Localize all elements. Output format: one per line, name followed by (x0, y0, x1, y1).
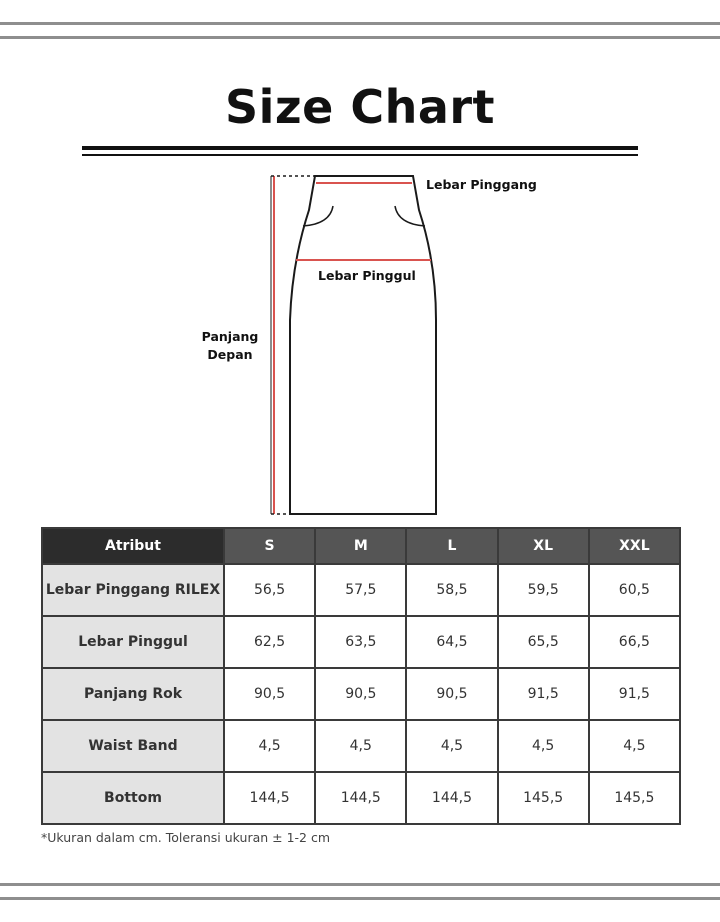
table-cell: 145,5 (589, 772, 680, 824)
label-length-line2: Depan (207, 347, 253, 362)
table-cell: 144,5 (315, 772, 406, 824)
table-header-row (42, 528, 680, 564)
table-cell: 90,5 (406, 668, 497, 720)
header-size: XXL (589, 528, 680, 564)
table-cell: 4,5 (224, 720, 315, 772)
table-cell: 57,5 (315, 564, 406, 616)
table-cell: 60,5 (589, 564, 680, 616)
bottom-border-line-1 (0, 883, 720, 886)
bottom-border-line-2 (0, 897, 720, 900)
header-size: S (224, 528, 315, 564)
table-cell: 59,5 (498, 564, 589, 616)
table-cell: 4,5 (589, 720, 680, 772)
table-cell: 58,5 (406, 564, 497, 616)
row-attr: Panjang Rok (42, 668, 224, 720)
header-size: M (315, 528, 406, 564)
header-size: XL (498, 528, 589, 564)
table-cell: 145,5 (498, 772, 589, 824)
header-size: L (406, 528, 497, 564)
table-row (42, 564, 680, 616)
page-title: Size Chart (224, 80, 496, 134)
table-row (42, 668, 680, 720)
label-hip: Lebar Pinggul (318, 268, 416, 283)
table-cell: 56,5 (224, 564, 315, 616)
table-cell: 4,5 (315, 720, 406, 772)
table-row (42, 616, 680, 668)
table-cell: 64,5 (406, 616, 497, 668)
table-cell: 4,5 (498, 720, 589, 772)
row-attr: Bottom (42, 772, 224, 824)
size-note: *Ukuran dalam cm. Toleransi ukuran ± 1-2 cm (41, 830, 331, 845)
table-cell: 65,5 (498, 616, 589, 668)
row-attr: Waist Band (42, 720, 224, 772)
table-cell: 144,5 (224, 772, 315, 824)
table-cell: 66,5 (589, 616, 680, 668)
size-table (41, 527, 681, 825)
table-cell: 91,5 (589, 668, 680, 720)
header-attr: Atribut (42, 528, 224, 564)
table-cell: 4,5 (406, 720, 497, 772)
table-cell: 91,5 (498, 668, 589, 720)
table-cell: 63,5 (315, 616, 406, 668)
label-waist: Lebar Pinggang (426, 177, 537, 192)
row-attr: Lebar Pinggang RILEX (42, 564, 224, 616)
skirt-outline (290, 176, 436, 514)
table-row (42, 772, 680, 824)
table-cell: 144,5 (406, 772, 497, 824)
row-attr: Lebar Pinggul (42, 616, 224, 668)
table-cell: 90,5 (315, 668, 406, 720)
table-cell: 90,5 (224, 668, 315, 720)
table-cell: 62,5 (224, 616, 315, 668)
table-row (42, 720, 680, 772)
label-length-line1: Panjang (201, 329, 259, 344)
